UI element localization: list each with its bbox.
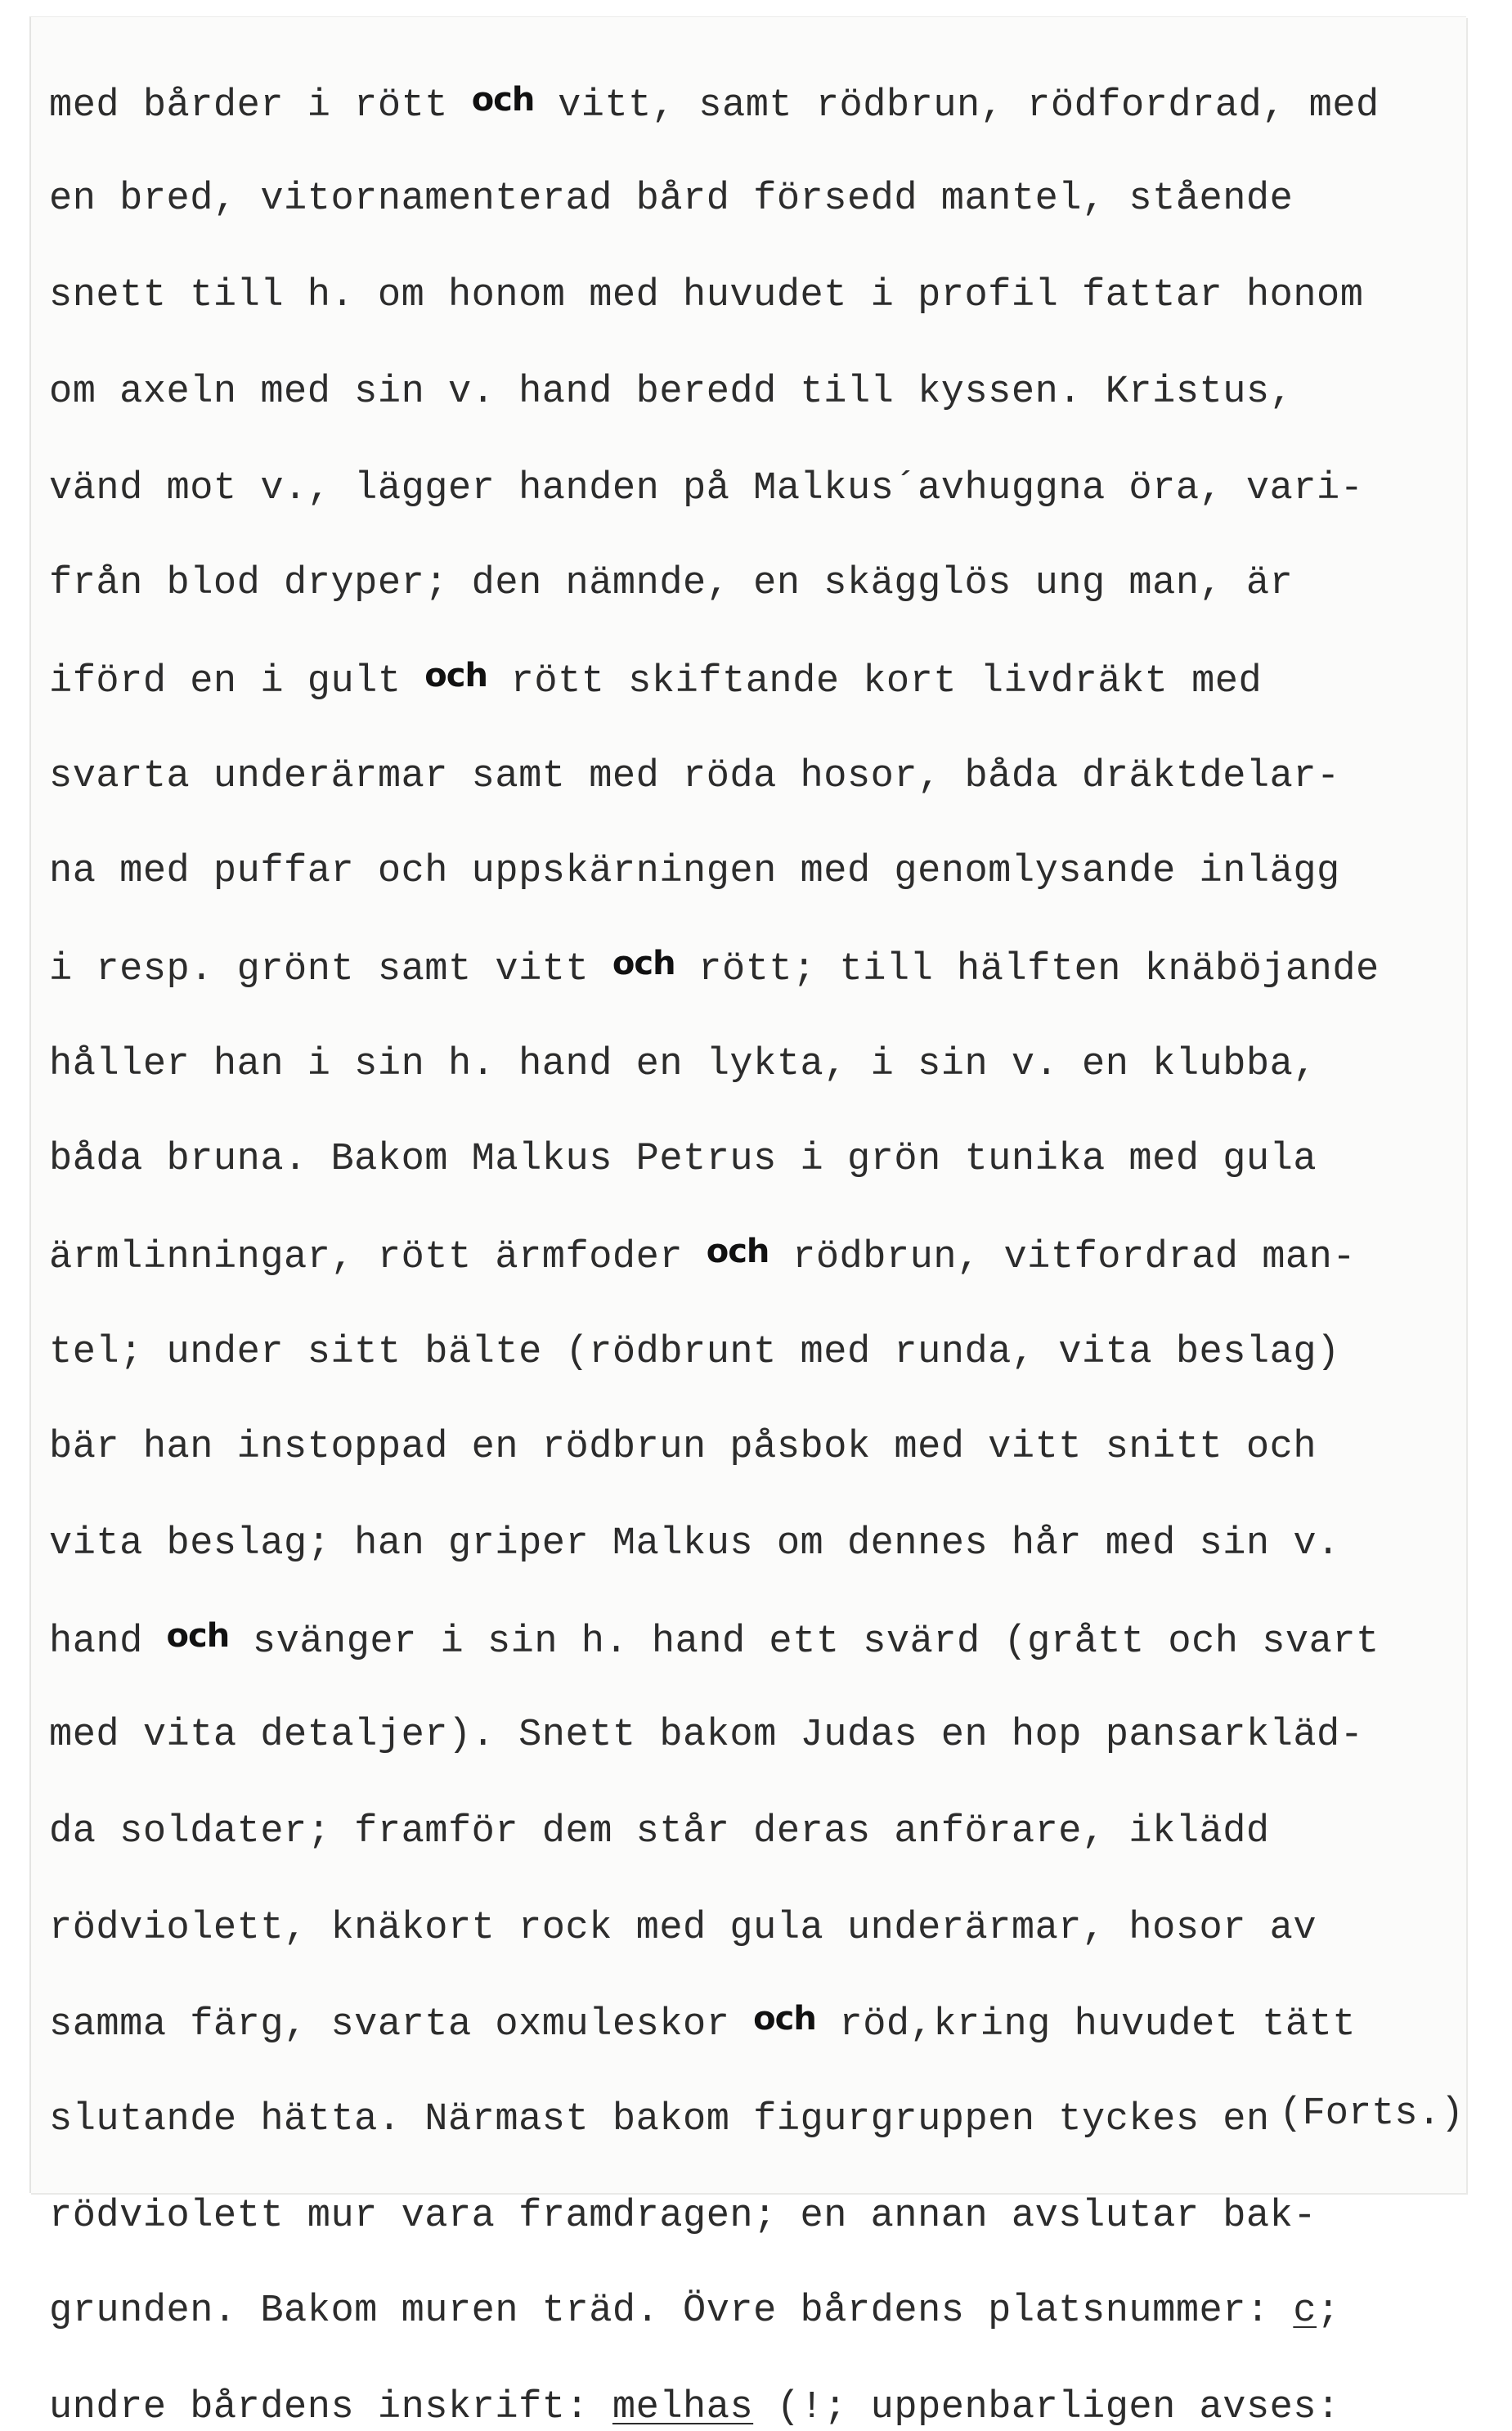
typed-text: om axeln med sin v. hand beredd till kyssen. Kristus, — [49, 371, 1294, 414]
typed-text: en bred, vitornamenterad bård försedd mantel, stående — [49, 177, 1294, 221]
underlined-text: melhas — [612, 2386, 754, 2429]
typed-text: vänd mot v., lägger handen på Malkus´avhuggna öra, vari- — [49, 467, 1364, 510]
typed-text: rödbrun, vitfordrad man- — [769, 1236, 1357, 1279]
typed-text: rödviolett mur vara framdragen; en annan avslutar bak- — [49, 2195, 1317, 2238]
typed-text: vitt, samt rödbrun, rödfordrad, med — [534, 84, 1380, 128]
continuation-note: (Forts.) — [1279, 2092, 1464, 2136]
typed-text: na med puffar och uppskärningen med genomlysande inlägg — [49, 850, 1340, 893]
typed-text: båda bruna. Bakom Malkus Petrus i grön tunika med gula — [49, 1138, 1317, 1181]
underlined-text: c — [1293, 2289, 1317, 2333]
handwritten-insertion: och — [612, 945, 675, 982]
typed-text: med bårder i rött — [49, 84, 472, 128]
typed-text: från blod dryper; den nämnde, en skägglös ung man, är — [49, 562, 1294, 605]
typed-text: undre bårdens inskrift: — [49, 2386, 612, 2429]
typed-text: i resp. grönt samt vitt — [49, 948, 612, 991]
typed-text: hand — [49, 1620, 167, 1664]
handwritten-insertion: och — [424, 657, 487, 694]
typed-text: slutande hätta. Närmast bakom figurgruppen tyckes en — [49, 2098, 1270, 2141]
handwritten-insertion: och — [753, 2000, 816, 2038]
typed-text: håller han i sin h. hand en lykta, i sin v. en klubba, — [49, 1043, 1317, 1086]
typed-text: tel; under sitt bälte (rödbrunt med runda, vita beslag) — [49, 1331, 1340, 1374]
typed-text: iförd en i gult — [49, 660, 425, 703]
typed-text: vita beslag; han griper Malkus om dennes hår med sin v. — [49, 1522, 1340, 1566]
typed-text: rödviolett, knäkort rock med gula underärmar, hosor av — [49, 1907, 1317, 1950]
handwritten-insertion: och — [471, 81, 535, 119]
typed-text: svänger i sin h. hand ett svärd (grått och svart — [229, 1620, 1380, 1664]
handwritten-insertion: och — [706, 1233, 769, 1270]
typed-text: svarta underärmar samt med röda hosor, båda dräktdelar- — [49, 755, 1340, 798]
typed-text: da soldater; framför dem står deras anförare, iklädd — [49, 1810, 1270, 1854]
handwritten-insertion: och — [166, 1617, 230, 1655]
typed-text: med vita detaljer). Snett bakom Judas en hop pansarkläd- — [49, 1714, 1364, 1757]
typed-text: röd,kring huvudet tätt — [815, 2003, 1357, 2047]
typed-text: ; — [1317, 2289, 1340, 2333]
typed-text: bär han instoppad en rödbrun påsbok med vitt snitt och — [49, 1426, 1317, 1469]
typed-text: rött; till hälften knäböjande — [675, 948, 1380, 991]
typed-text: samma färg, svarta oxmuleskor — [49, 2003, 754, 2047]
typed-text: (!; uppenbarligen avses: — [753, 2386, 1340, 2429]
typed-text: grunden. Bakom muren träd. Övre bårdens platsnummer: — [49, 2289, 1294, 2333]
typed-text: rött skiftande kort livdräkt med — [487, 660, 1263, 703]
typed-text: ärmlinningar, rött ärmfoder — [49, 1236, 707, 1279]
typed-text: snett till h. om honom med huvudet i profil fattar honom — [49, 274, 1364, 317]
text-line — [49, 2289, 1340, 2334]
text-line — [49, 2385, 1340, 2431]
